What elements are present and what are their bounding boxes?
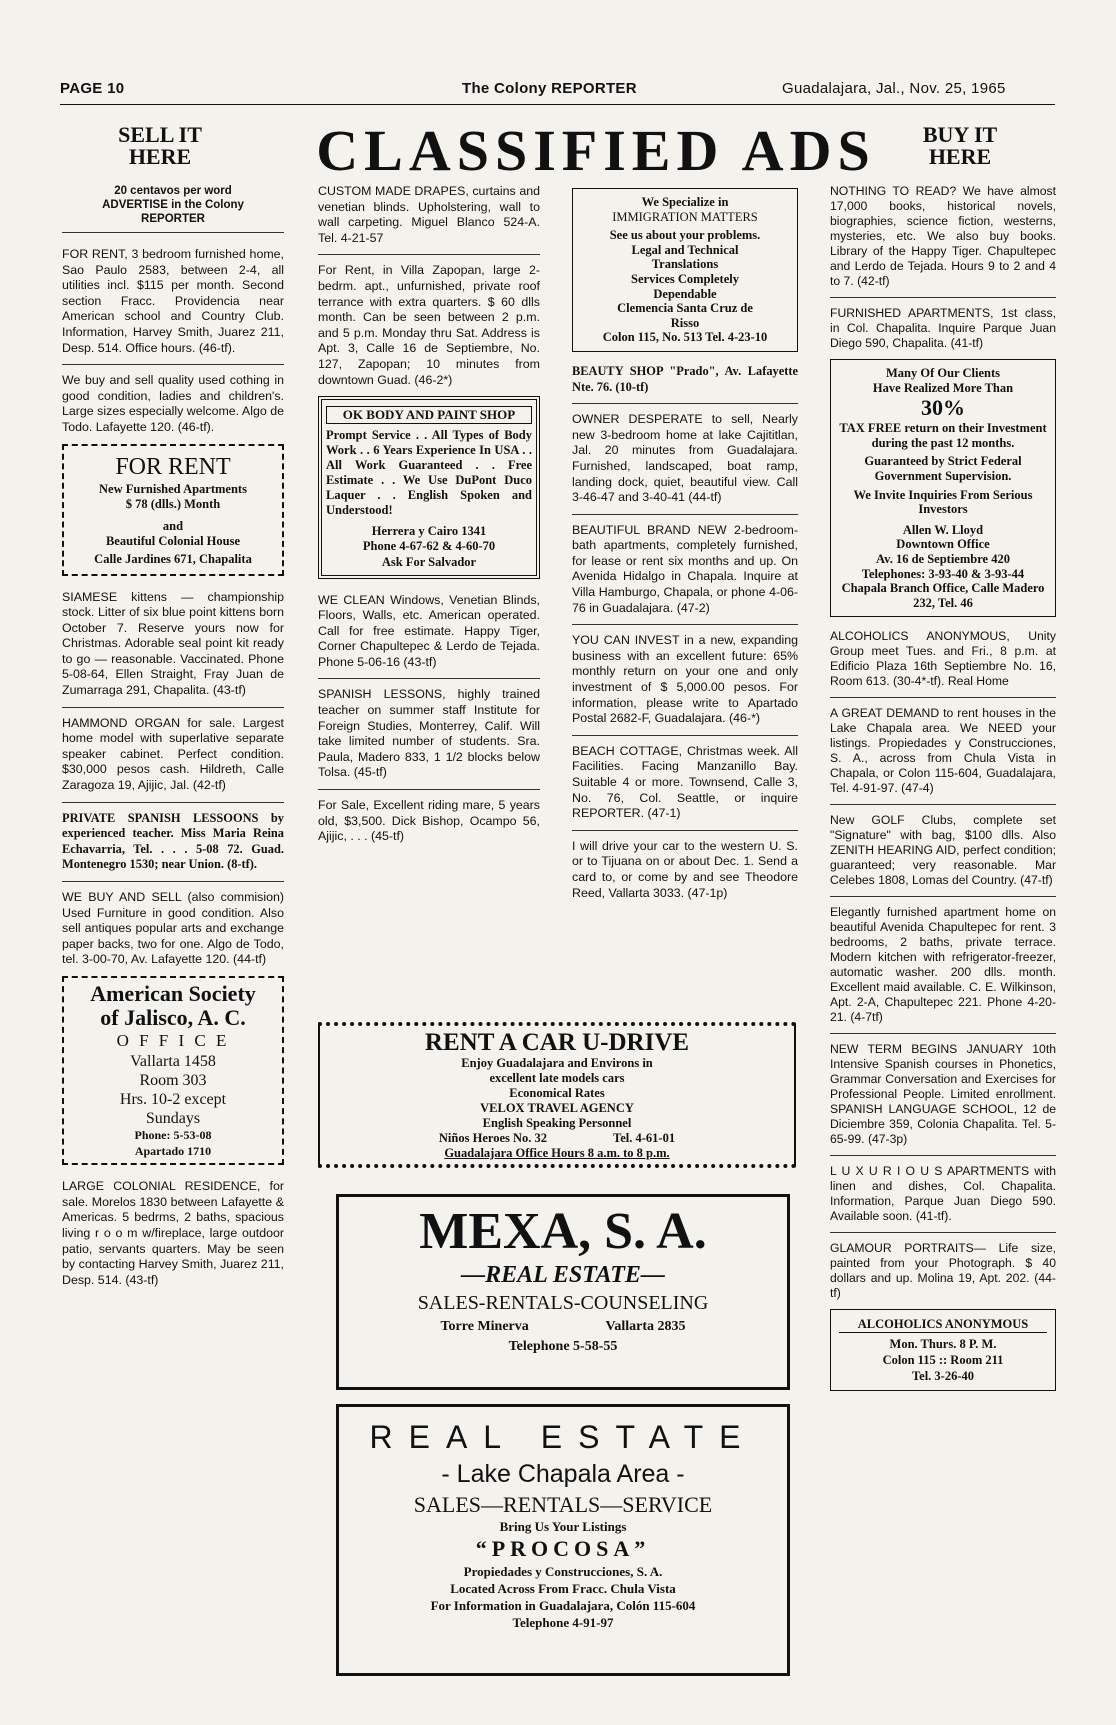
procosa-info: For Information in Guadalajara, Colón 115-604 <box>430 1598 696 1613</box>
divider <box>318 678 540 679</box>
investment-line: TAX FREE return on their Investment during the past 12 months. <box>839 421 1047 450</box>
immigration-line: Risso <box>670 315 700 330</box>
divider <box>62 802 284 803</box>
buy-it-label: BUY IT <box>922 122 998 147</box>
rent-a-car-line: VELOX TRAVEL AGENCY <box>480 1101 634 1115</box>
rent-a-car-line: Enjoy Guadalajara and Environs in <box>461 1056 653 1070</box>
divider <box>62 364 284 365</box>
divider <box>830 1232 1056 1233</box>
immigration-line: IMMIGRATION MATTERS <box>612 209 758 224</box>
investment-line: Av. 16 de Septiembre 420 <box>876 551 1010 566</box>
immigration-line: Colon 115, No. 513 Tel. 4-23-10 <box>602 330 768 345</box>
investment-line: We Invite Inquiries From Serious Investors <box>853 487 1033 517</box>
ad-great-demand: A GREAT DEMAND to rent houses in the Lake Chapala area. We NEED your listings. Propiedades y Construcciones, S. A., across from Chula Vista in Chapala, or Colon 115-604, Guadalajara, Tel. 4-91-97. (47-4) <box>830 706 1056 796</box>
mexa-title: MEXA, S. A. <box>419 1203 707 1260</box>
rent-a-car-line: English Speaking Personnel <box>482 1116 632 1130</box>
ad-custom-drapes: CUSTOM MADE DRAPES, curtains and venetian blinds. Upholstering, wall to wall carpeting. Miguel Blanco 524-A. Tel. 4-21-57 <box>318 184 540 245</box>
ad-invest: YOU CAN INVEST in a new, expanding business with an excellent future: 65% monthly return on your one and only investment of $ 5,000.00 pesos. For information, please write to Apartado Postal 2682-F, Guadalajara. (46-*) <box>572 633 798 726</box>
aa-title: ALCOHOLICS ANONYMOUS <box>839 1316 1047 1333</box>
sell-it-here <box>110 124 210 168</box>
ad-owner-desperate: OWNER DESPERATE to sell, Nearly new 3-bedroom home at lake Cajititlan, Jal. 20 minutes from Guadalajara. Furnished, landscaped, boat ramp, landing dock, quiet, beautiful view. Call 3-46-47 and 3-40-41 (44-tf) <box>572 412 798 505</box>
rent-a-car-line: excellent late models cars <box>489 1071 625 1085</box>
society-line: American Society <box>90 980 256 1006</box>
divider <box>830 1155 1056 1156</box>
investment-line: Chapala Branch Office, Calle Madero 232, Tel. 46 <box>841 581 1045 610</box>
immigration-line: We Specialize in <box>641 195 729 209</box>
procosa-title: REAL ESTATE <box>369 1419 757 1455</box>
ad-golf-clubs: New GOLF Clubs, complete set "Signature" with bag, $100 dlls. Also ZENITH HEARING AID, perfect condition; guaranteed; very reasonable. Mar Celebes 1808, Lomas del Country. (47-tf) <box>830 813 1056 888</box>
society-line: Vallarta 1458 <box>130 1052 216 1070</box>
ad-villa-zapopan-rent: For Rent, in Villa Zapopan, large 2-bedrm. apt., unfurnished, private roof terrance with extra quarters. $ 60 dlls month. Can be seen between 2 p.m. and 5 p.m. Monday thru Sat. Address is Apt. 3, Calle 16 de Septiembre, No. 127, Zapopan; 10 minutes from downtown Guad. (46-2*) <box>318 263 540 387</box>
ok-body-title: OK BODY AND PAINT SHOP <box>326 406 532 424</box>
divider <box>572 403 798 404</box>
ad-beauty-shop: BEAUTY SHOP "Prado", Av. Lafayette Nte. 76. (10-tf) <box>572 363 798 394</box>
society-line: Sundays <box>145 1109 201 1127</box>
divider <box>830 697 1056 698</box>
ad-hammond-organ: HAMMOND ORGAN for sale. Largest home model with superlative separate speaker cabinet. Perfect condition. $30,000 pesos cash. Hildreth, Calle Zaragoza 19, Ajijic, Jal. (42-tf) <box>62 715 284 793</box>
immigration-box <box>572 188 798 352</box>
rent-a-car-ad <box>318 1022 796 1168</box>
divider <box>62 707 284 708</box>
divider <box>62 881 284 882</box>
ad-drive-your-car: I will drive your car to the western U. S. or to Tijuana on or about Dec. 1. Send a card to, or come by and see Theodore Reed, Vallarta 3033. (47-1p) <box>572 838 798 900</box>
here-label-right: HERE <box>928 144 992 169</box>
ad-spanish-lessons: PRIVATE SPANISH LESSOONS by experienced teacher. Miss Maria Reina Echavarria, Tel. . . . 5-08 72. Guad. Montenegro 1530; near Union. (8-tf). <box>62 810 284 872</box>
procosa-phone: Telephone 4-91-97 <box>512 1615 614 1630</box>
page-number: PAGE 10 <box>60 80 125 97</box>
aa-line: Colon 115 :: Room 211 <box>882 1353 1004 1368</box>
divider <box>830 1033 1056 1034</box>
investment-line: Many Of Our Clients <box>885 366 1000 380</box>
divider <box>572 735 798 736</box>
divider <box>830 804 1056 805</box>
ad-riding-mare: For Sale, Excellent riding mare, 5 years old, $3,500. Dick Bishop, Ocampo 56, Ajijic, . . . (45-tf) <box>318 798 540 844</box>
ad-nothing-to-read: NOTHING TO READ? We have almost 17,000 books, historical novels, biographies, science fiction, westerns, mysteries, etc. We also buy books. Library of the Happy Tiger. Chapultepec and Lerdo de Tejada. Hours 9 to 2 and 4 to 7. (42-tf) <box>830 184 1056 288</box>
here-label-left: HERE <box>128 144 192 169</box>
investment-box <box>830 359 1056 617</box>
column-1 <box>62 184 284 1296</box>
rent-a-car-title: RENT A CAR U-DRIVE <box>424 1029 690 1056</box>
society-line: O F F I C E <box>116 1030 230 1050</box>
ok-body-phone: Phone 4-67-62 & 4-60-70 <box>362 539 496 554</box>
divider <box>318 789 540 790</box>
society-line: Hrs. 10-2 except <box>119 1090 227 1108</box>
ok-body-address: Herrera y Cairo 1341 <box>371 523 487 538</box>
procosa-services: SALES—RENTALS—SERVICE <box>413 1492 713 1517</box>
investment-line: Guaranteed by Strict Federal Government Supervision. <box>864 454 1022 483</box>
ad-we-buy-and-sell: WE BUY AND SELL (also commision) Used Furniture in good condition. Also sell antiques popular arts and exchange paper backs, two for one. Algo de Todo, tel. 3-00-70, Av. Lafayette 120. (44-tf) <box>62 890 284 967</box>
rent-a-car-hours: Guadalajara Office Hours 8 a.m. to 8 p.m. <box>444 1146 670 1160</box>
mexa-real-estate-ad <box>336 1194 790 1390</box>
sell-it-label: SELL IT <box>118 122 202 147</box>
ad-spanish-lessons-2: SPANISH LESSONS, highly trained teacher on summer staff Institute for Foreign Studies, Monterrey, Calif. Will take limited number of students. Sra. Paula, Madero 833, 1 1/2 blocks below Tolsa. (45-tf) <box>318 687 540 780</box>
rent-a-car-address-row <box>330 1131 784 1146</box>
investment-line: Telephones: 3-93-40 & 3-93-44 <box>861 566 1025 581</box>
mexa-services: SALES-RENTALS-COUNSELING <box>417 1292 709 1314</box>
mexa-phone: Telephone 5-58-55 <box>508 1339 618 1354</box>
alcoholics-anonymous-box <box>830 1309 1056 1391</box>
dateline: Guadalajara, Jal., Nov. 25, 1965 <box>782 80 1006 97</box>
buy-it-here <box>905 124 1015 168</box>
divider <box>572 514 798 515</box>
mexa-subtitle: —REAL ESTATE— <box>461 1262 665 1288</box>
column-2 <box>318 184 540 853</box>
procosa-real-estate-ad <box>336 1404 790 1676</box>
for-rent-line: and <box>162 518 184 533</box>
ad-siamese-kittens: SIAMESE kittens — championship stock. Litter of six blue point kittens born October 7. Reserve yours now for Christmas. Adorable seal point kit ready to go — reasonable. Vaccinated. Phone 5-08-64, Ellen Straight, Fray Juan de Zumarraga 291, Chapalita. (43-tf) <box>62 589 284 698</box>
procosa-name: “PROCOSA” <box>475 1536 651 1561</box>
ok-body-paint-box <box>318 396 540 578</box>
immigration-line: Services Completely <box>631 271 739 286</box>
ad-large-colonial-residence: LARGE COLONIAL RESIDENCE, for sale. Morelos 1830 between Lafayette & Americas. 5 bedrms, 2 baths, spacious living r o o m w/fireplace, large outdoor patio, servants quarters. May be seen by contacting Harvey Smith, Juarez 211, Desp. 514. (43-tf) <box>62 1179 284 1287</box>
for-rent-line: New Furnished Apartments <box>99 481 247 496</box>
divider <box>830 297 1056 298</box>
ad-for-rent-home: FOR RENT, 3 bedroom furnished home, Sao Paulo 2583, between 2-4, all utilities incl. $115 per month. Second section Fracc. Providencia near American school and Country Club. Information, Harvey Smith, Juarez 211, Desp. 514. Office hours. (46-tf). <box>62 247 284 355</box>
immigration-line: See us about your problems. <box>609 228 761 243</box>
procosa-bring-listings: Bring Us Your Listings <box>499 1519 627 1534</box>
ad-glamour-portraits: GLAMOUR PORTRAITS— Life size, painted from your Photograph. $ 40 dollars and up. Molina 19, Apt. 202. (44-tf) <box>830 1241 1056 1301</box>
divider <box>318 254 540 255</box>
mexa-address-row <box>349 1317 777 1337</box>
column-3 <box>572 184 798 909</box>
for-rent-line: $ 78 (dlls.) Month <box>125 497 221 512</box>
mexa-building: Torre Minerva <box>440 1319 529 1334</box>
immigration-line: Dependable <box>653 286 717 301</box>
ok-body-ask: Ask For Salvador <box>381 554 477 569</box>
divider <box>572 830 798 831</box>
investment-line: Downtown Office <box>896 537 990 552</box>
ad-luxurious-apartments: L U X U R I O U S APARTMENTS with linen and dishes, Col. Chapalita. Information, Parque Juan Diego 590. Available soon. (41-tf). <box>830 1164 1056 1224</box>
society-line: Apartado 1710 <box>134 1143 212 1158</box>
ad-new-term-spanish: NEW TERM BEGINS JANUARY 10th Intensive Spanish courses in Phonetics, Grammar Conversation and Exercises for Professional People. Limited enrollment. SPANISH LANGUAGE SCHOOL, 12 de Diciembre 359, Colonia Chapalita. Tel. 5-65-99. (47-3p) <box>830 1042 1056 1147</box>
investment-line: Have Realized More Than <box>872 380 1014 395</box>
newspaper-name: The Colony REPORTER <box>462 80 637 97</box>
immigration-line: Legal and Technical <box>631 242 739 257</box>
for-rent-title: FOR RENT <box>115 453 231 480</box>
word-rate-notice: 20 centavos per word ADVERTISE in the Colony REPORTER <box>102 185 244 225</box>
rent-a-car-line: Economical Rates <box>509 1086 605 1100</box>
ad-used-clothing: We buy and sell quality used cothing in good condition, ladies and children's. Large sizes especially welcome. Algo de Todo. Lafayette 120. (46-tf). <box>62 373 284 434</box>
aa-line: Tel. 3-26-40 <box>911 1369 975 1384</box>
ad-elegant-apartment: Elegantly furnished apartment home on beautiful Avenida Chapultepec for rent. 3 bedrooms, 2 baths, private terrace. Modern kitchen with refrigerator-freezer, automatic washer. 200 dlls. month. Excellent maid available. C. E. Wilkinson, Apt. 2-A, Chapultepec 221. Phone 4-20-21. (4-7tf) <box>830 905 1056 1025</box>
american-society-box <box>62 976 284 1165</box>
society-line: Room 303 <box>139 1071 207 1089</box>
divider <box>62 232 284 233</box>
mexa-address: Vallarta 2835 <box>605 1319 686 1334</box>
investment-line: Allen W. Lloyd <box>902 522 984 537</box>
procosa-area: - Lake Chapala Area - <box>441 1460 685 1488</box>
aa-line: Mon. Thurs. 8 P. M. <box>889 1337 997 1352</box>
ad-brand-new-apartments: BEAUTIFUL BRAND NEW 2-bedroom-bath apartments, completely furnished, for lease or rent six months and up. On Avenida Hidalgo in Chapala. Inquire at Villa Hamburgo, Chapala, or phone 4-06-76 in Guadalajara. (47-2) <box>572 522 798 615</box>
for-rent-box <box>62 444 284 576</box>
ad-window-cleaning: WE CLEAN Windows, Venetian Blinds, Floors, Walls, etc. American operated. Call for free estimate. Happy Tiger, Corner Chapultepec & Lerdo de Tejada. Phone 5-06-16 (43-tf) <box>318 592 540 669</box>
immigration-line: Clemencia Santa Cruz de <box>617 301 753 316</box>
ad-furnished-apartments: FURNISHED APARTMENTS, 1st class, in Col. Chapalita. Inquire Parque Juan Diego 590, Chapalita. (41-tf) <box>830 306 1056 350</box>
divider <box>830 896 1056 897</box>
ad-beach-cottage: BEACH COTTAGE, Christmas week. All Facilities. Facing Manzanillo Bay. Suitable 4 or more. Townsend, Calle 3, No. 76, Col. Seattle, or inquire REPORTER. (47-1) <box>572 743 798 821</box>
procosa-company: Propiedades y Construcciones, S. A. <box>463 1564 663 1579</box>
divider <box>572 624 798 625</box>
investment-percent: 30% <box>921 395 965 421</box>
society-line: of Jalisco, A. C. <box>100 1004 246 1030</box>
header-rule <box>60 104 1055 105</box>
procosa-location: Located Across From Fracc. Chula Vista <box>450 1581 676 1596</box>
ok-body-text: Prompt Service . . All Types of Body Work . . 6 Years Experience In USA . . All Work Guaranteed . . Free Estimate . . We Use DuPont Duco Laquer . . English Spoken and Understood! <box>326 427 532 517</box>
society-line: Phone: 5-53-08 <box>134 1127 212 1142</box>
for-rent-line: Calle Jardines 671, Chapalita <box>94 551 252 566</box>
rent-a-car-address: Niños Heroes No. 32 <box>438 1131 548 1145</box>
ad-alcoholics-anonymous-unity: ALCOHOLICS ANONYMOUS, Unity Group meet Tues. and Fri., 8 p.m. at Edificio Plaza 16th Septiembre No. 16, Room 613. (30-4*-tf). Real Home <box>830 629 1056 689</box>
classified-ads-title: CLASSIFIED ADS <box>316 118 876 183</box>
immigration-line: Translations <box>651 257 719 272</box>
column-4 <box>830 184 1056 1399</box>
for-rent-line: Beautiful Colonial House <box>105 534 241 549</box>
rent-a-car-phone: Tel. 4-61-01 <box>613 1131 676 1145</box>
